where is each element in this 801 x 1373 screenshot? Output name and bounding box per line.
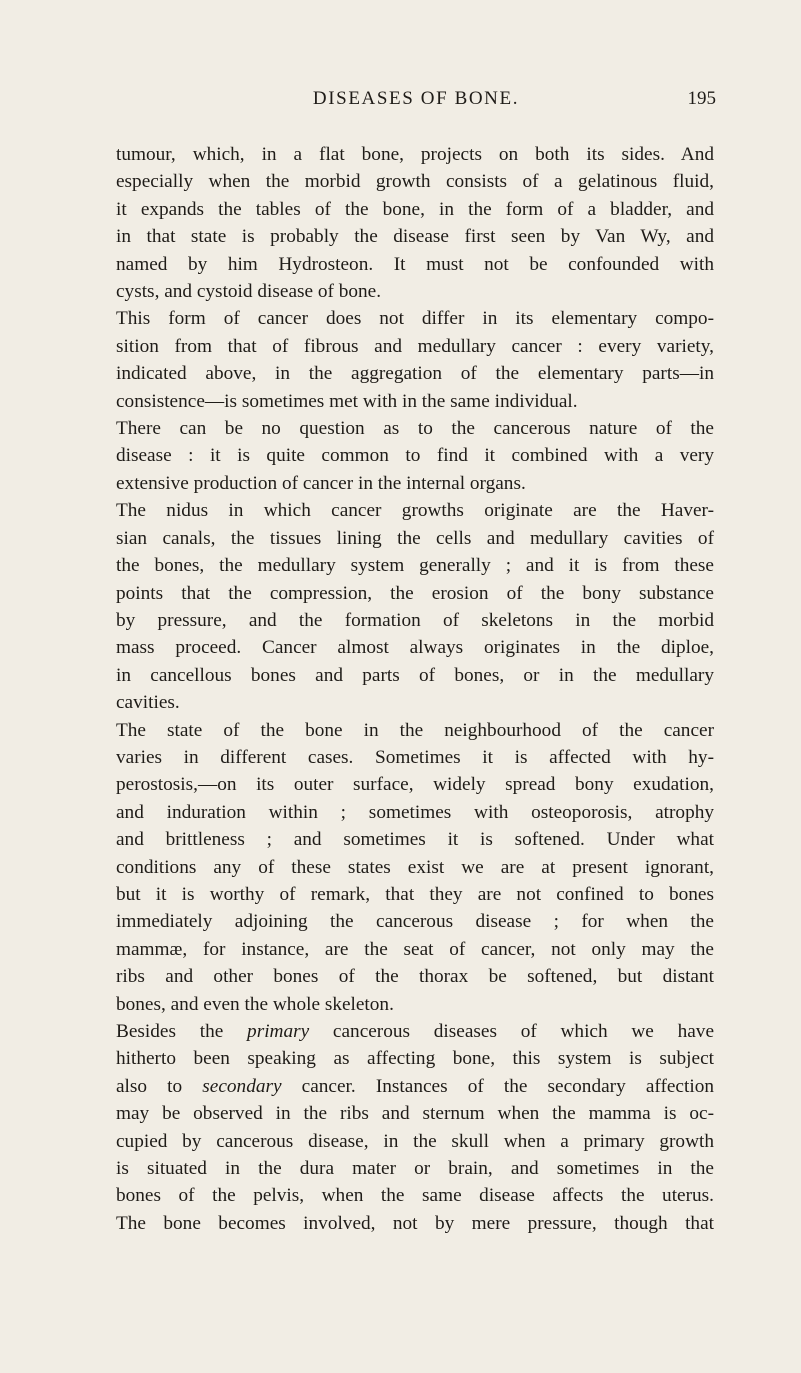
text-line: it expands the tables of the bone, in the form of a bladder, and: [116, 198, 714, 220]
text-line: points that the compression, the erosion of the bony substance: [116, 582, 714, 604]
paragraph-3: [116, 415, 714, 497]
text-line: may be observed in the ribs and sternum when the mamma is oc-: [116, 1103, 714, 1125]
text-line: sian canals, the tissues lining the cells and medullary cavities of: [116, 527, 714, 549]
text-line: There can be no question as to the cancerous nature of the: [116, 418, 714, 440]
text-line: tumour, which, in a flat bone, projects on both its sides. And: [116, 144, 714, 165]
text-line: consistence—is sometimes met with in the same individual.: [116, 390, 578, 412]
text-line: This form of cancer does not differ in its elementary compo-: [116, 308, 714, 330]
paragraph-2: [116, 305, 714, 415]
text-line: conditions any of these states exist we are at present ignorant,: [116, 856, 714, 878]
text-line: sition from that of fibrous and medullary cancer : every variety,: [116, 335, 714, 357]
text-line: cysts, and cystoid disease of bone.: [116, 281, 382, 303]
text-line: The nidus in which cancer growths originate are the Haver-: [116, 500, 714, 522]
page-header: [116, 84, 716, 114]
text-line: extensive production of cancer in the internal organs.: [116, 472, 526, 494]
text-line: The state of the bone in the neighbourhood of the cancer: [116, 719, 714, 741]
text-line: but it is worthy of remark, that they are not confined to bones: [116, 883, 714, 905]
text-line: Besides the primary cancerous diseases of which we have: [116, 1021, 714, 1042]
running-title: DISEASES OF BONE.: [312, 88, 520, 109]
text-line: in that state is probably the disease first seen by Van Wy, and: [116, 226, 714, 248]
text-line: mammæ, for instance, are the seat of cancer, not only may the: [116, 938, 714, 960]
text-line: is situated in the dura mater or brain, and sometimes in the: [116, 1158, 714, 1180]
text-line: varies in different cases. Sometimes it is affected with hy-: [116, 746, 714, 768]
paragraph-6: [116, 1018, 714, 1237]
text-line: indicated above, in the aggregation of the elementary parts—in: [116, 363, 714, 385]
text-line: ribs and other bones of the thorax be softened, but distant: [116, 966, 714, 988]
text-line: immediately adjoining the cancerous disease ; for when the: [116, 911, 714, 933]
text-line: the bones, the medullary system generally ; and it is from these: [116, 555, 714, 577]
text-line: also to secondary cancer. Instances of the secondary affection: [116, 1075, 714, 1097]
text-line: cupied by cancerous disease, in the skull when a primary growth: [116, 1130, 714, 1152]
page-number: 195: [687, 88, 716, 109]
paragraph-4: [116, 497, 714, 716]
text-line: disease : it is quite common to find it combined with a very: [116, 445, 714, 467]
paragraph-1: [116, 141, 714, 305]
paragraph-5: [116, 717, 714, 1018]
text-line: bones, and even the whole skeleton.: [116, 993, 394, 1015]
text-line: perostosis,—on its outer surface, widely spread bony exudation,: [116, 774, 714, 796]
text-line: mass proceed. Cancer almost always originates in the diploe,: [116, 637, 714, 659]
text-line: and induration within ; sometimes with osteoporosis, atrophy: [116, 801, 714, 823]
body-text: [116, 141, 714, 1237]
text-line: The bone becomes involved, not by mere pressure, though that: [116, 1212, 714, 1234]
text-line: especially when the morbid growth consists of a gelatinous fluid,: [116, 171, 714, 193]
text-line: by pressure, and the formation of skeletons in the morbid: [116, 609, 714, 631]
text-line: bones of the pelvis, when the same disease affects the uterus.: [116, 1185, 714, 1207]
text-line: named by him Hydrosteon. It must not be confounded with: [116, 253, 714, 275]
text-line: cavities.: [116, 692, 180, 714]
text-line: in cancellous bones and parts of bones, or in the medullary: [116, 664, 714, 686]
text-line: and brittleness ; and sometimes it is softened. Under what: [116, 829, 714, 851]
text-line: hitherto been speaking as affecting bone, this system is subject: [116, 1048, 714, 1070]
